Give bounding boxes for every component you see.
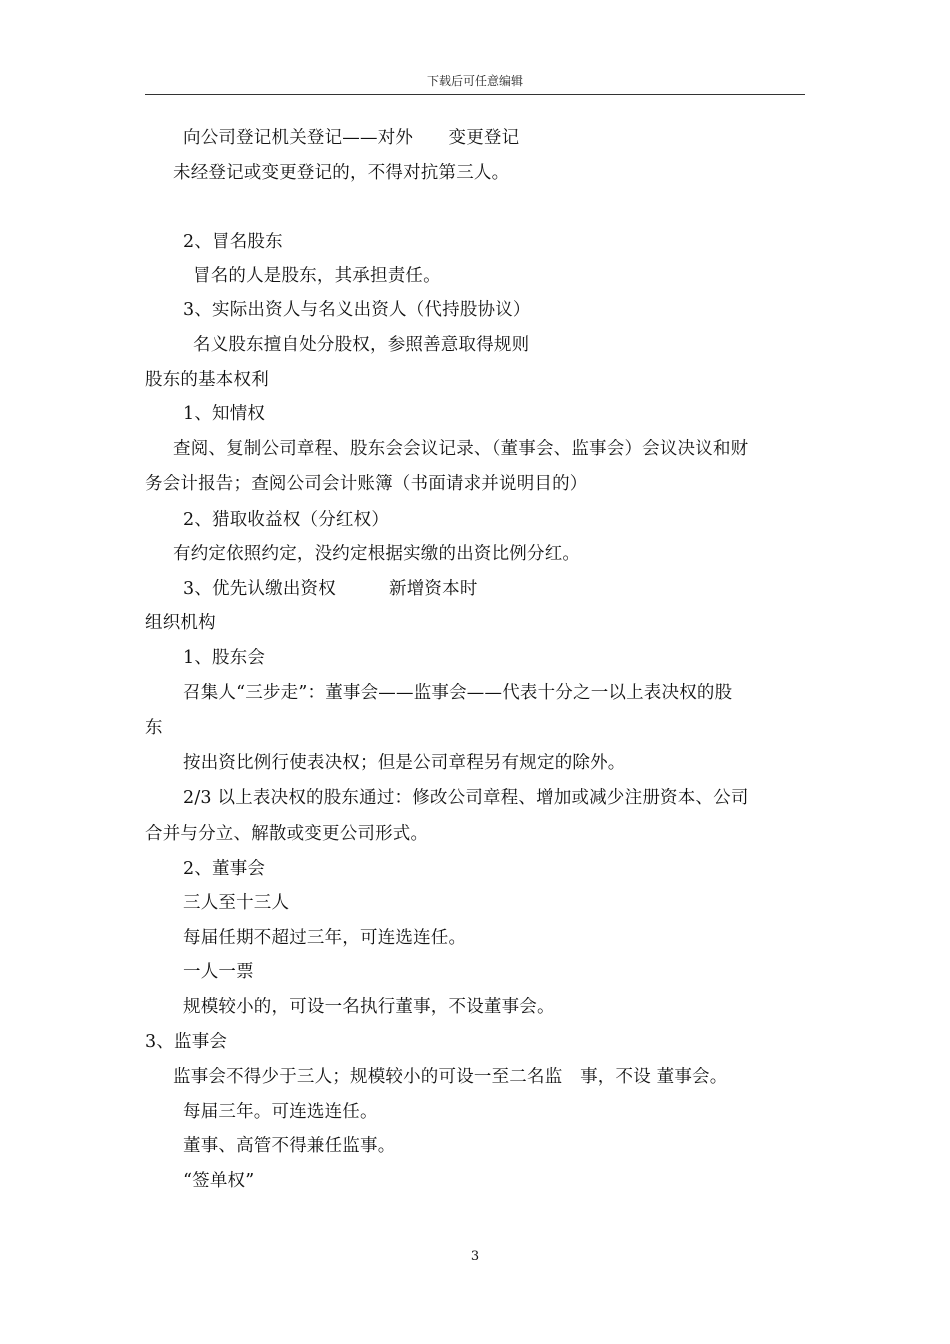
text-line: 名义股东擅自处分股权，参照善意取得规则 bbox=[193, 335, 530, 355]
text-line: 一人一票 bbox=[183, 962, 254, 982]
text-line: 有约定依照约定，没约定根据实缴的出资比例分红。 bbox=[173, 544, 581, 564]
text-line: 2、冒名股东 bbox=[183, 232, 283, 252]
text-line: 3、优先认缴出资权 新增资本时 bbox=[183, 579, 478, 599]
text-line: 向公司登记机关登记——对外 变更登记 bbox=[183, 128, 520, 148]
page-header: 下载后可任意编辑 bbox=[426, 74, 523, 88]
text-line: 合并与分立、解散或变更公司形式。 bbox=[145, 824, 429, 844]
text-line: 东 bbox=[145, 718, 163, 738]
text-line: 规模较小的，可设一名执行董事，不设董事会。 bbox=[183, 997, 555, 1017]
text-line: 3、实际出资人与名义出资人（代持股协议） bbox=[183, 300, 531, 320]
header-rule bbox=[145, 94, 805, 95]
text-line: 务会计报告；查阅公司会计账簿（书面请求并说明目的） bbox=[145, 474, 588, 494]
text-line: 未经登记或变更登记的，不得对抗第三人。 bbox=[173, 163, 510, 183]
text-line: 1、股东会 bbox=[183, 648, 266, 668]
text-line: 2/3 以上表决权的股东通过：修改公司章程、增加或减少注册资本、公司 bbox=[183, 788, 749, 808]
text-line: 2、猎取收益权（分红权） bbox=[183, 510, 390, 530]
text-line: 董事、高管不得兼任监事。 bbox=[183, 1136, 396, 1156]
text-line: 查阅、复制公司章程、股东会会议记录、（董事会、监事会）会议决议和财 bbox=[173, 439, 749, 459]
page-number: 3 bbox=[470, 1249, 480, 1264]
text-line: 2、董事会 bbox=[183, 859, 266, 879]
text-line: 每届任期不超过三年，可连选连任。 bbox=[183, 928, 467, 948]
section-heading: 组织机构 bbox=[145, 613, 216, 633]
text-line: 监事会不得少于三人；规模较小的可设一至二名监 事，不设 董事会。 bbox=[173, 1067, 728, 1087]
text-line: 每届三年。可连选连任。 bbox=[183, 1102, 378, 1122]
text-line: 冒名的人是股东，其承担责任。 bbox=[193, 266, 441, 286]
text-line: 1、知情权 bbox=[183, 404, 266, 424]
text-line: 召集人“三步走”：董事会——监事会——代表十分之一以上表决权的股 bbox=[183, 683, 733, 703]
text-line: 按出资比例行使表决权；但是公司章程另有规定的除外。 bbox=[183, 753, 626, 773]
section-heading: 股东的基本权利 bbox=[145, 370, 269, 390]
text-line: 3、监事会 bbox=[145, 1032, 228, 1052]
text-line: “签单权” bbox=[183, 1171, 255, 1191]
text-line: 三人至十三人 bbox=[183, 893, 290, 913]
